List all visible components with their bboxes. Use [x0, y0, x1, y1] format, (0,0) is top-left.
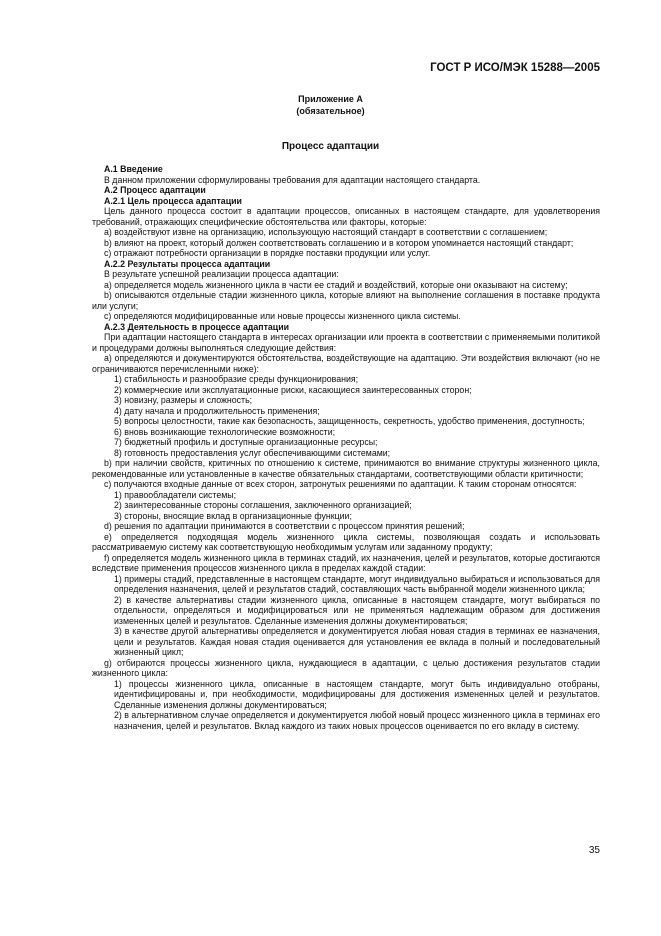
paragraph: 2) в альтернативном случае определяется и документируется любой новый процесс жизненного цикла в терминах его назначения, целей и результатов. Вклад каждого из таких новых процессов оценивается по его вкладу в систему. [114, 710, 600, 731]
paragraph: 1) примеры стадий, представленные в настоящем стандарте, могут индивидуально выбираться и использоваться для определения назначения, целей и результатов стадий, составляющих часть выбранной модели жизненного цикла; [114, 573, 600, 594]
page-number: 35 [588, 845, 600, 856]
paragraph: 1) стабильность и разнообразие среды функционирования; [114, 374, 359, 384]
paragraph: 3) новизну, размеры и сложность; [114, 395, 253, 405]
document-header: ГОСТ Р ИСО/МЭК 15288—2005 [430, 62, 600, 74]
appendix-subtitle: (обязательное) [296, 106, 365, 116]
paragraph: c) получаются входные данные от всех сторон, затронутых решениями по адаптации. К таким сторонам относятся: [104, 479, 577, 489]
clause-heading: А.2.3 Деятельность в процессе адаптации [104, 321, 290, 332]
paragraph: a) определяется модель жизненного цикла в части ее стадий и воздействий, которые они оказывают на систему; [104, 279, 568, 290]
paragraph: Цель данного процесса состоит в адаптации процессов, описанных в настоящем стандарте, для удовлетворения требований, отражающих специфические обстоятельства или факторы, которые: [92, 206, 600, 227]
clause-heading: А.2 Процесс адаптации [104, 185, 206, 195]
paragraph: b) при наличии свойств, критичных по отношению к системе, принимаются во внимание структуры жизненного цикла, рекомендованные или установленные в качестве обязательных стандартами, соответствующими области критичности; [92, 458, 600, 479]
paragraph: b) описываются отдельные стадии жизненного цикла, которые влияют на выполнение соглашения в поставке продукта или услуги; [92, 290, 600, 311]
paragraph: 1) процессы жизненного цикла, описанные в настоящем стандарте, могут быть индивидуально отобраны, идентифицированы и, при необходимости, модифицированы для достижения измененных целей и результатов. Сделанные изменения должны документироваться; [114, 678, 600, 710]
clause-heading: А.2.1 Цель процесса адаптации [104, 195, 242, 206]
paragraph: 4) дату начала и продолжительность применения; [114, 405, 320, 416]
paragraph: При адаптации настоящего стандарта в интересах организации или проекта в соответствии с применяемыми политикой и процедурами должны выполняться следующие действия: [92, 332, 600, 353]
paragraph: g) отбираются процессы жизненного цикла, нуждающиеся в адаптации, с целью достижения результатов стадии жизненного цикла: [92, 657, 600, 678]
paragraph: 2) заинтересованные стороны соглашения, заключенного организацией; [114, 500, 412, 510]
paragraph: 3) стороны, вносящие вклад в организационные функции; [114, 510, 352, 521]
clause-heading: А.2.2 Результаты процесса адаптации [104, 258, 271, 269]
paragraph: c) отражают потребности организации в порядке поставки продукции или услуг. [104, 248, 431, 258]
paragraph: 2) коммерческие или эксплуатационные риски, касающиеся заинтересованных сторон; [114, 384, 472, 395]
paragraph: 5) вопросы целостности, такие как безопасность, защищенность, секретность, удобство применения, доступность; [114, 416, 585, 426]
paragraph: f) определяется модель жизненного цикла в терминах стадий, их назначения, целей и результатов, которые достигаются вследствие применения процессов жизненного цикла в пределах каждой стадии: [92, 552, 600, 573]
paragraph: d) решения по адаптации принимаются в соответствии с процессом принятия решений; [104, 521, 465, 531]
paragraph: c) определяются модифицированные или новые процессы жизненного цикла системы. [104, 311, 461, 321]
paragraph: e) определяется подходящая модель жизненного цикла системы, позволяющая создать и использовать рассматриваемую систему как соответствующую необходимым услугам или заданному продукту; [92, 531, 600, 552]
paragraph: В результате успешной реализации процесса адаптации: [104, 269, 339, 279]
paragraph: b) влияют на проект, который должен соответствовать соглашению и в котором упоминается настоящий стандарт; [104, 237, 574, 248]
appendix-title: Приложение А [298, 94, 363, 104]
paragraph: 3) в качестве другой альтернативы определяется и документируется любая новая стадия в терминах ее назначения, цели и результатов. Каждая новая стадия оценивается для установления ее вклада в полный и последовательный жизненный цикл; [114, 626, 600, 657]
paragraph: 7) бюджетный профиль и доступные организационные ресурсы; [114, 437, 378, 447]
paragraph: a) определяются и документируются обстоятельства, воздействующие на адаптацию. Эти воздействия включают (но не ограничиваются перечисленными ниже): [92, 353, 600, 374]
clause-heading: А.1 Введение [104, 164, 163, 174]
paragraph: 2) в качестве альтернативы стадии жизненного цикла, описанные в настоящем стандарте, могут выбираться по отдельности, определяться и модифицироваться или не применяться надлежащим образом для достижения измененных целей и результатов. Сделанные изменения должны документироваться; [114, 594, 600, 626]
section-title: Процесс адаптации [281, 141, 380, 152]
paragraph: 8) готовность предоставления услуг обеспечивающими системами; [114, 447, 391, 458]
paragraph: 6) вновь возникающие технологические возможности; [114, 426, 336, 437]
document-body [92, 164, 600, 731]
paragraph: 1) правообладатели системы; [114, 489, 237, 500]
paragraph: В данном приложении сформулированы требования для адаптации настоящего стандарта. [104, 174, 481, 185]
paragraph: a) воздействуют извне на организацию, использующую настоящий стандарт в соответствии с соглашением; [104, 227, 548, 237]
